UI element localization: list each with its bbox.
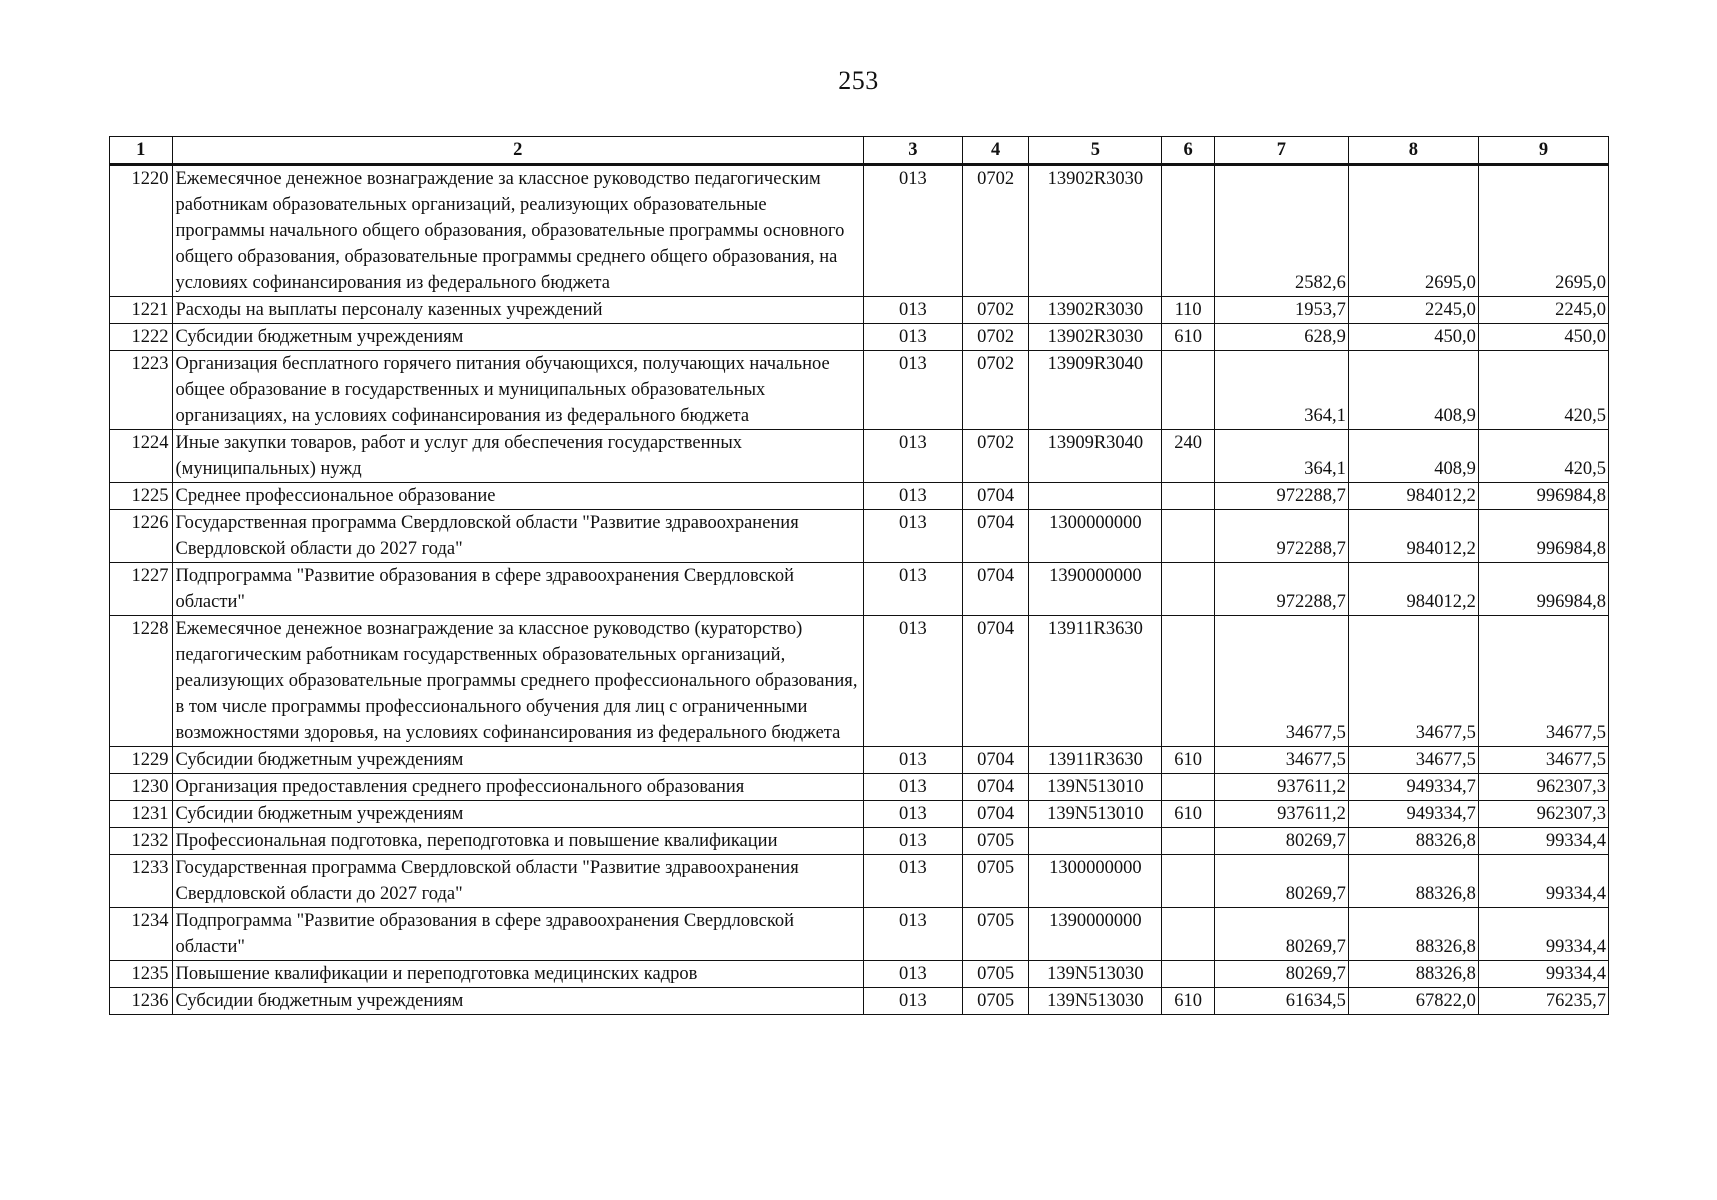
row-col3: 013 (864, 165, 963, 297)
row-col9: 996984,8 (1478, 510, 1608, 563)
row-number: 1223 (110, 351, 173, 430)
row-col5: 1300000000 (1029, 510, 1162, 563)
row-name: Организация предоставления среднего профессионального образования (172, 774, 864, 801)
row-col5: 1390000000 (1029, 908, 1162, 961)
row-col5: 139N513030 (1029, 961, 1162, 988)
row-col5: 13911R3630 (1029, 747, 1162, 774)
row-col4: 0704 (962, 510, 1029, 563)
row-number: 1221 (110, 297, 173, 324)
row-number: 1234 (110, 908, 173, 961)
row-name: Субсидии бюджетным учреждениям (172, 801, 864, 828)
row-col9: 420,5 (1478, 430, 1608, 483)
row-col6: 610 (1162, 801, 1214, 828)
row-col8: 34677,5 (1348, 747, 1478, 774)
row-number: 1230 (110, 774, 173, 801)
row-col7: 937611,2 (1214, 774, 1348, 801)
table-row (110, 324, 1609, 351)
row-col9: 962307,3 (1478, 801, 1608, 828)
row-col3: 013 (864, 908, 963, 961)
row-col9: 996984,8 (1478, 563, 1608, 616)
row-col4: 0702 (962, 297, 1029, 324)
row-col5: 13909R3040 (1029, 351, 1162, 430)
row-col8: 2695,0 (1348, 165, 1478, 297)
row-number: 1225 (110, 483, 173, 510)
row-col8: 88326,8 (1348, 855, 1478, 908)
table-row (110, 510, 1609, 563)
row-number: 1226 (110, 510, 173, 563)
table-row (110, 828, 1609, 855)
row-col9: 34677,5 (1478, 616, 1608, 747)
row-col9: 99334,4 (1478, 961, 1608, 988)
header-cell: 6 (1162, 137, 1214, 165)
row-col9: 34677,5 (1478, 747, 1608, 774)
header-cell: 8 (1348, 137, 1478, 165)
row-col6: 110 (1162, 297, 1214, 324)
row-col7: 34677,5 (1214, 747, 1348, 774)
row-col8: 408,9 (1348, 351, 1478, 430)
page-number: 253 (838, 66, 879, 95)
row-col8: 949334,7 (1348, 801, 1478, 828)
row-col7: 80269,7 (1214, 828, 1348, 855)
row-col4: 0702 (962, 430, 1029, 483)
row-col3: 013 (864, 988, 963, 1015)
table-row (110, 483, 1609, 510)
table-row (110, 297, 1609, 324)
row-col7: 972288,7 (1214, 483, 1348, 510)
row-col5: 1300000000 (1029, 855, 1162, 908)
row-col8: 88326,8 (1348, 961, 1478, 988)
row-col6: 610 (1162, 988, 1214, 1015)
header-cell: 9 (1478, 137, 1608, 165)
row-col4: 0705 (962, 855, 1029, 908)
row-col3: 013 (864, 747, 963, 774)
table-row (110, 747, 1609, 774)
table-row (110, 430, 1609, 483)
row-name: Среднее профессиональное образование (172, 483, 864, 510)
table-row (110, 908, 1609, 961)
row-name: Ежемесячное денежное вознаграждение за классное руководство (кураторство) педагогическим работникам государственных образовательных организаций, реализующих образовательные программы среднего профессионального образования, в том числе программы профессионального обучения для лиц с ограниченными возможностями здоровья, на условиях софинансирования из федерального бюджета (172, 616, 864, 747)
row-col7: 364,1 (1214, 430, 1348, 483)
row-number: 1232 (110, 828, 173, 855)
row-col4: 0705 (962, 828, 1029, 855)
row-col4: 0702 (962, 165, 1029, 297)
row-col8: 450,0 (1348, 324, 1478, 351)
row-col8: 984012,2 (1348, 563, 1478, 616)
row-col9: 2695,0 (1478, 165, 1608, 297)
row-name: Субсидии бюджетным учреждениям (172, 747, 864, 774)
row-number: 1233 (110, 855, 173, 908)
row-name: Подпрограмма "Развитие образования в сфере здравоохранения Свердловской области" (172, 563, 864, 616)
row-col4: 0705 (962, 961, 1029, 988)
row-col6 (1162, 351, 1214, 430)
row-col4: 0704 (962, 483, 1029, 510)
row-col3: 013 (864, 774, 963, 801)
row-col3: 013 (864, 961, 963, 988)
table-row (110, 801, 1609, 828)
row-number: 1227 (110, 563, 173, 616)
row-name: Повышение квалификации и переподготовка медицинских кадров (172, 961, 864, 988)
row-col5: 13911R3630 (1029, 616, 1162, 747)
row-col7: 61634,5 (1214, 988, 1348, 1015)
table-row (110, 351, 1609, 430)
row-col7: 972288,7 (1214, 563, 1348, 616)
row-col7: 80269,7 (1214, 908, 1348, 961)
row-name: Субсидии бюджетным учреждениям (172, 324, 864, 351)
row-col9: 450,0 (1478, 324, 1608, 351)
row-col4: 0704 (962, 616, 1029, 747)
row-col3: 013 (864, 828, 963, 855)
row-col9: 99334,4 (1478, 828, 1608, 855)
row-col7: 80269,7 (1214, 855, 1348, 908)
table-header-row (110, 137, 1609, 165)
row-name: Субсидии бюджетным учреждениям (172, 988, 864, 1015)
row-col8: 984012,2 (1348, 483, 1478, 510)
row-col6: 610 (1162, 324, 1214, 351)
row-col4: 0702 (962, 324, 1029, 351)
row-col7: 972288,7 (1214, 510, 1348, 563)
row-col3: 013 (864, 563, 963, 616)
row-name: Государственная программа Свердловской области "Развитие здравоохранения Свердловской области до 2027 года" (172, 855, 864, 908)
row-col5: 13909R3040 (1029, 430, 1162, 483)
budget-table (109, 136, 1609, 1015)
row-name: Государственная программа Свердловской области "Развитие здравоохранения Свердловской области до 2027 года" (172, 510, 864, 563)
row-col3: 013 (864, 351, 963, 430)
header-cell: 7 (1214, 137, 1348, 165)
row-col6 (1162, 616, 1214, 747)
row-number: 1231 (110, 801, 173, 828)
row-col5 (1029, 483, 1162, 510)
table-row (110, 165, 1609, 297)
header-cell: 4 (962, 137, 1029, 165)
row-col5: 139N513030 (1029, 988, 1162, 1015)
row-col6 (1162, 774, 1214, 801)
table-row (110, 774, 1609, 801)
row-col3: 013 (864, 801, 963, 828)
row-number: 1222 (110, 324, 173, 351)
row-col8: 34677,5 (1348, 616, 1478, 747)
row-col9: 420,5 (1478, 351, 1608, 430)
row-col6 (1162, 855, 1214, 908)
row-col5: 13902R3030 (1029, 324, 1162, 351)
row-col6: 610 (1162, 747, 1214, 774)
row-number: 1235 (110, 961, 173, 988)
row-col3: 013 (864, 616, 963, 747)
row-col5 (1029, 828, 1162, 855)
row-col7: 34677,5 (1214, 616, 1348, 747)
row-col7: 1953,7 (1214, 297, 1348, 324)
row-col4: 0702 (962, 351, 1029, 430)
table-row (110, 855, 1609, 908)
row-name: Подпрограмма "Развитие образования в сфере здравоохранения Свердловской области" (172, 908, 864, 961)
row-col5: 1390000000 (1029, 563, 1162, 616)
row-number: 1236 (110, 988, 173, 1015)
row-col8: 2245,0 (1348, 297, 1478, 324)
row-col8: 408,9 (1348, 430, 1478, 483)
header-cell: 1 (110, 137, 173, 165)
row-col3: 013 (864, 324, 963, 351)
header-cell: 5 (1029, 137, 1162, 165)
row-col7: 628,9 (1214, 324, 1348, 351)
row-name: Иные закупки товаров, работ и услуг для обеспечения государственных (муниципальных) нужд (172, 430, 864, 483)
row-col6 (1162, 563, 1214, 616)
row-col8: 88326,8 (1348, 828, 1478, 855)
row-col5: 13902R3030 (1029, 297, 1162, 324)
row-col8: 88326,8 (1348, 908, 1478, 961)
row-name: Профессиональная подготовка, переподготовка и повышение квалификации (172, 828, 864, 855)
row-col3: 013 (864, 510, 963, 563)
row-number: 1224 (110, 430, 173, 483)
header-cell: 3 (864, 137, 963, 165)
row-col3: 013 (864, 483, 963, 510)
row-col9: 962307,3 (1478, 774, 1608, 801)
row-col9: 996984,8 (1478, 483, 1608, 510)
row-col9: 76235,7 (1478, 988, 1608, 1015)
row-col8: 984012,2 (1348, 510, 1478, 563)
row-col3: 013 (864, 430, 963, 483)
row-col3: 013 (864, 297, 963, 324)
row-col5: 139N513010 (1029, 774, 1162, 801)
row-col6 (1162, 510, 1214, 563)
row-col4: 0704 (962, 747, 1029, 774)
table-row (110, 961, 1609, 988)
row-col8: 67822,0 (1348, 988, 1478, 1015)
row-col3: 013 (864, 855, 963, 908)
row-name: Расходы на выплаты персоналу казенных учреждений (172, 297, 864, 324)
table-row (110, 988, 1609, 1015)
row-col6: 240 (1162, 430, 1214, 483)
row-name: Ежемесячное денежное вознаграждение за классное руководство педагогическим работникам образовательных организаций, реализующих образовательные программы начального общего образования, образовательные программы основного общего образования, образовательные программы среднего общего образования, на условиях софинансирования из федерального бюджета (172, 165, 864, 297)
row-col6 (1162, 908, 1214, 961)
row-col5: 13902R3030 (1029, 165, 1162, 297)
header-cell: 2 (172, 137, 864, 165)
row-col6 (1162, 961, 1214, 988)
row-col4: 0705 (962, 908, 1029, 961)
table-row (110, 616, 1609, 747)
row-col6 (1162, 828, 1214, 855)
row-number: 1228 (110, 616, 173, 747)
row-col4: 0705 (962, 988, 1029, 1015)
row-col7: 937611,2 (1214, 801, 1348, 828)
row-number: 1229 (110, 747, 173, 774)
row-col7: 2582,6 (1214, 165, 1348, 297)
row-number: 1220 (110, 165, 173, 297)
row-col9: 99334,4 (1478, 908, 1608, 961)
row-col9: 2245,0 (1478, 297, 1608, 324)
row-col4: 0704 (962, 563, 1029, 616)
row-col7: 364,1 (1214, 351, 1348, 430)
row-col7: 80269,7 (1214, 961, 1348, 988)
table-row (110, 563, 1609, 616)
row-col9: 99334,4 (1478, 855, 1608, 908)
row-name: Организация бесплатного горячего питания обучающихся, получающих начальное общее образование в государственных и муниципальных образовательных организациях, на условиях софинансирования из федерального бюджета (172, 351, 864, 430)
row-col8: 949334,7 (1348, 774, 1478, 801)
row-col4: 0704 (962, 801, 1029, 828)
row-col5: 139N513010 (1029, 801, 1162, 828)
row-col6 (1162, 165, 1214, 297)
row-col6 (1162, 483, 1214, 510)
row-col4: 0704 (962, 774, 1029, 801)
